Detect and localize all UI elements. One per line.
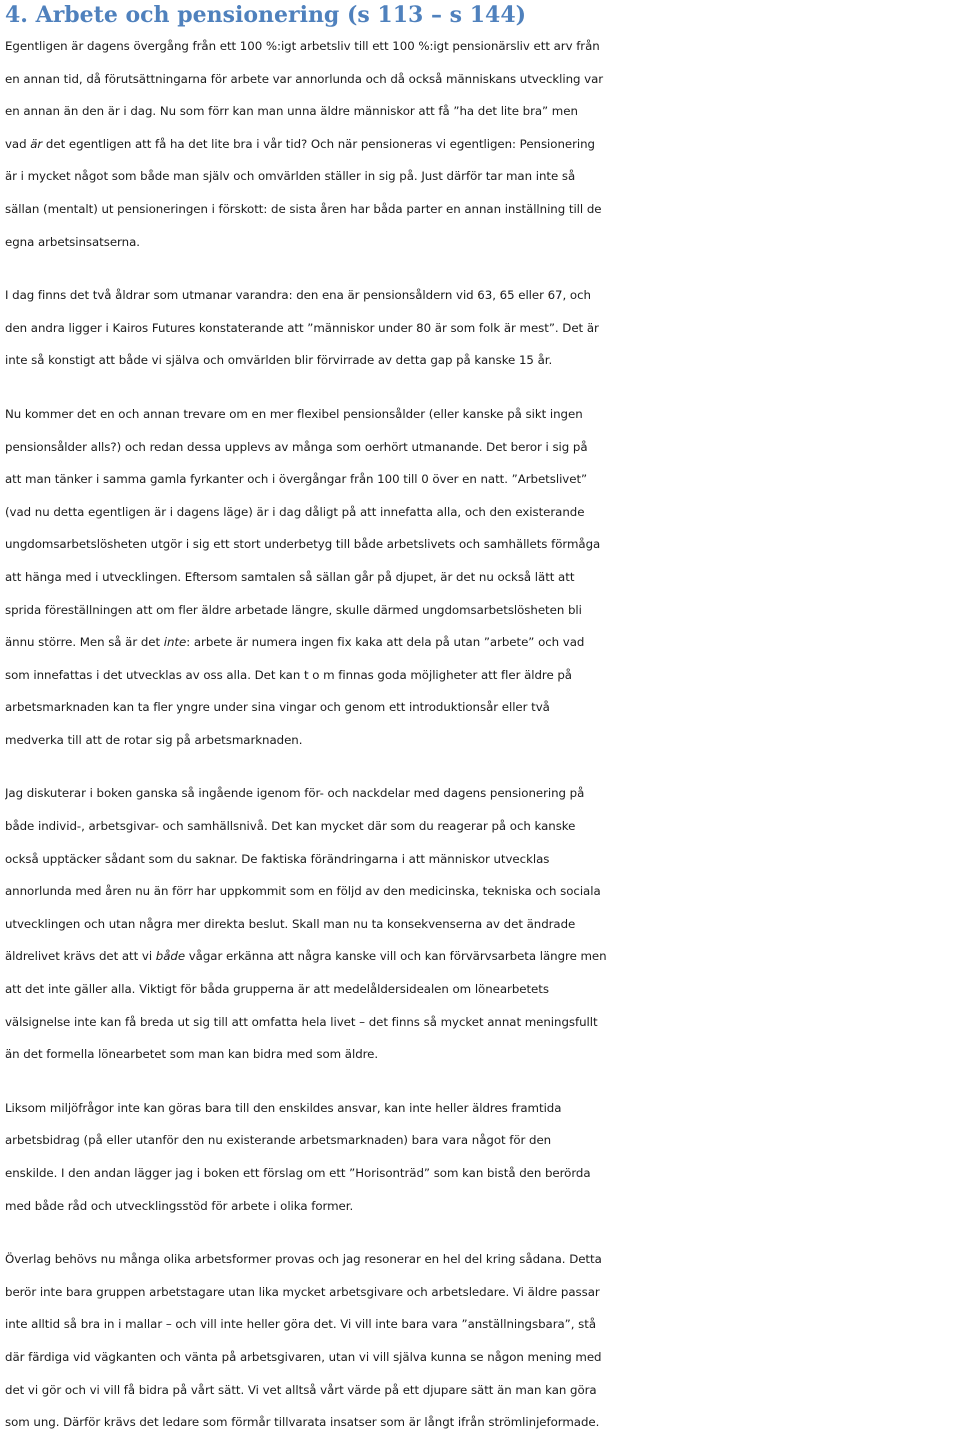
text-line: (vad nu detta egentligen är i dagens läge) är i dag dåligt på att innefatta alla, och den existerande	[5, 504, 585, 519]
text-line: arbetsmarknaden kan ta fler yngre under sina vingar och genom ett introduktionsår eller två	[5, 700, 550, 715]
text-line: det vi gör och vi vill få bidra på vårt sätt. Vi vet alltså vårt värde på ett djupare sätt än man kan göra	[5, 1382, 597, 1397]
text-line: en annan än den är i dag. Nu som förr kan man unna äldre människor att få ”ha det lite bra” men	[5, 104, 578, 119]
text-line: sprida föreställningen att om fler äldre arbetade längre, skulle därmed ungdomsarbetslösheten bli	[5, 602, 582, 617]
text-line: Överlag behövs nu många olika arbetsformer provas och jag resonerar en hel del kring sådana. Detta	[5, 1252, 602, 1267]
text-line: med både råd och utvecklingsstöd för arbete i olika former.	[5, 1198, 354, 1213]
emphasis-text: inte	[163, 635, 187, 650]
text-line: enskilde. I den andan lägger jag i boken ett förslag om ett ”Horisonträd” som kan bistå den berörda	[5, 1166, 591, 1180]
text-line: både individ-, arbetsgivar- och samhällsnivå. Det kan mycket där som du reagerar på och kanske	[5, 819, 576, 834]
text-line	[5, 626, 960, 659]
emphasis-text: är	[30, 136, 43, 151]
text-line: som ung. Därför krävs det ledare som förmår tillvarata insatser som är långt ifrån strömlinjeformade.	[5, 1415, 600, 1430]
text-run: vad	[5, 136, 31, 151]
text-run: det egentligen att få ha det lite bra i vår tid? Och när pensioneras vi egentligen: Pensionering	[42, 136, 595, 151]
text-line: att man tänker i samma gamla fyrkanter och i övergångar från 100 till 0 över en natt. ”Arbetslivet”	[5, 472, 588, 487]
text-line: pensionsålder alls?) och redan dessa upplevs av många som oerhört utmanande. Det beror i sig på	[5, 439, 588, 454]
text-line: inte alltid så bra in i mallar – och vill inte heller göra det. Vi vill inte bara vara ”anställningsbara”, stå	[5, 1317, 596, 1332]
chapter-heading: 4. Arbete och pensionering (s 113 – s 144)	[5, 2, 527, 28]
text-line	[5, 940, 960, 973]
text-line: Liksom miljöfrågor inte kan göras bara till den enskildes ansvar, kan inte heller äldres framtida	[5, 1100, 562, 1115]
text-run: vågar erkänna att några kanske vill och kan förvärvsarbeta längre men	[185, 949, 607, 964]
paragraph-4	[5, 777, 960, 1070]
text-line: Nu kommer det en och annan trevare om en mer flexibel pensionsålder (eller kanske på sikt ingen	[5, 406, 583, 421]
text-line: arbetsbidrag (på eller utanför den nu existerande arbetsmarknaden) bara vara något för den	[5, 1133, 552, 1148]
emphasis-text: både	[155, 949, 186, 964]
text-line	[5, 128, 960, 161]
text-run: äldrelivet krävs det att vi	[5, 949, 156, 964]
paragraph-3	[5, 398, 960, 757]
text-line: utvecklingen och utan några mer direkta beslut. Skall man nu ta konsekvenserna av det ändrade	[5, 916, 576, 931]
text-line: sällan (mentalt) ut pensioneringen i förskott: de sista åren har båda parter en annan inställning till de	[5, 201, 602, 216]
text-line: egna arbetsinsatserna.	[5, 234, 140, 249]
paragraph-6	[5, 1243, 960, 1439]
text-line: Egentligen är dagens övergång från ett 100 %:igt arbetsliv till ett 100 %:igt pensionärsliv ett arv från	[5, 39, 600, 53]
text-line: den andra ligger i Kairos Futures konstaterande att ”människor under 80 är som folk är mest”. Det är	[5, 320, 599, 335]
text-line: än det formella lönearbetet som man kan bidra med som äldre.	[5, 1047, 379, 1062]
text-line: också upptäcker sådant som du saknar. De faktiska förändringarna i att människor utvecklas	[5, 851, 550, 866]
text-line: är i mycket något som både man själv och omvärlden ställer in sig på. Just därför tar man inte så	[5, 169, 576, 184]
text-line: där färdiga vid vägkanten och vänta på arbetsgivaren, utan vi vill själva kunna se någon mening med	[5, 1349, 602, 1364]
paragraph-5	[5, 1092, 960, 1222]
text-run: ännu större. Men så är det	[5, 635, 164, 650]
text-line: att det inte gäller alla. Viktigt för båda grupperna är att medelåldersidealen om lönearbetets	[5, 982, 549, 997]
text-line: välsignelse inte kan få breda ut sig till att omfatta hela livet – det finns så mycket annat meningsfullt	[5, 1014, 598, 1029]
text-line: medverka till att de rotar sig på arbetsmarknaden.	[5, 732, 303, 747]
text-line: Jag diskuterar i boken ganska så ingående igenom för- och nackdelar med dagens pensionering på	[5, 786, 585, 801]
paragraph-1	[5, 30, 960, 258]
text-line: en annan tid, då förutsättningarna för arbete var annorlunda och då också människans utveckling var	[5, 71, 604, 86]
text-line: att hänga med i utvecklingen. Eftersom samtalen så sällan går på djupet, är det nu också lätt att	[5, 569, 575, 584]
text-line: ungdomsarbetslösheten utgör i sig ett stort underbetyg till både arbetslivets och samhällets förmåga	[5, 537, 601, 552]
text-run: : arbete är numera ingen fix kaka att dela på utan ”arbete” och vad	[186, 635, 585, 650]
text-line: annorlunda med åren nu än förr har uppkommit som en följd av den medicinska, tekniska och sociala	[5, 884, 601, 899]
text-line: inte så konstigt att både vi själva och omvärlden blir förvirrade av detta gap på kanske 15 år.	[5, 353, 553, 368]
paragraph-2	[5, 279, 960, 377]
text-line: berör inte bara gruppen arbetstagare utan lika mycket arbetsgivare och arbetsledare. Vi äldre passar	[5, 1284, 600, 1299]
text-line: som innefattas i det utvecklas av oss alla. Det kan t o m finnas goda möjligheter att fler äldre på	[5, 667, 572, 682]
text-line: I dag finns det två åldrar som utmanar varandra: den ena är pensionsåldern vid 63, 65 eller 67, och	[5, 288, 591, 303]
